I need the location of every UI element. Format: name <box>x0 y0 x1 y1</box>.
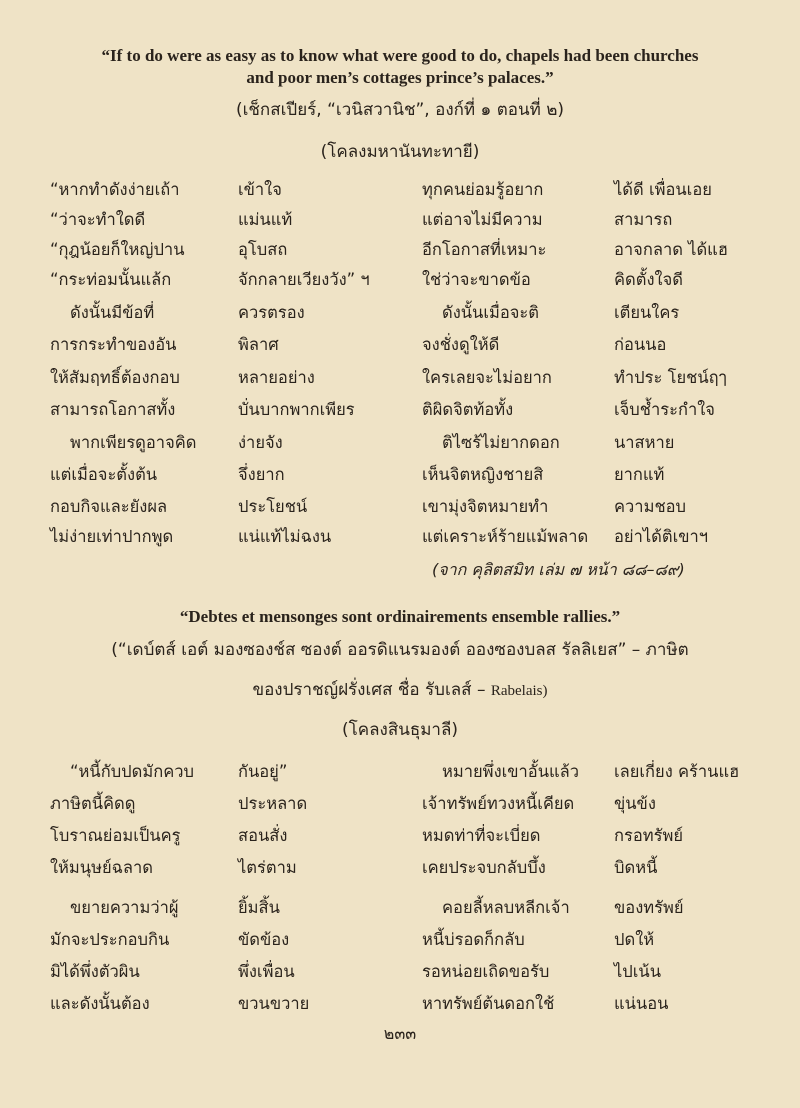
poem-cell: บั่นบากพากเพียร <box>238 400 355 419</box>
poem-cell: เข้าใจ <box>238 180 282 199</box>
poem-cell: ทำประ โยชน์ฤๅ <box>614 368 727 387</box>
poem-row <box>0 925 800 955</box>
poem-1-heading: (โคลงมหานันทะทายี) <box>320 142 480 162</box>
poem-cell: ขวนขวาย <box>238 994 310 1013</box>
poem-row <box>0 460 800 490</box>
poem-cell: มักจะประกอบกิน <box>50 930 170 949</box>
attribution-name: Rabelais) <box>490 683 548 699</box>
english-quote-line-1: “If to do were as easy as to know what were good to do, chapels had been churches <box>101 46 699 65</box>
poem-1-source: (จาก คุลิตสมิท เล่ม ๗ หน้า ๘๘–๘๙) <box>432 560 685 579</box>
poem-cell: ทุกคนย่อมรู้อยาก <box>422 180 544 199</box>
poem-cell: ใครเลยจะไม่อยาก <box>422 368 552 387</box>
poem-2-heading: (โคลงสินธุมาลี) <box>341 720 459 740</box>
poem-cell: ไตร่ตาม <box>238 858 297 877</box>
poem-row <box>0 175 800 205</box>
poem-row <box>0 821 800 851</box>
poem-cell: ขยายความว่าผู้ <box>70 898 179 917</box>
poem-row <box>0 265 800 295</box>
poem-row <box>0 363 800 393</box>
poem-cell: ไปเน้น <box>614 962 661 981</box>
attribution-thai: ของปราชญ์ฝรั่งเศส ชื่อ รับเลส์ – <box>252 680 491 700</box>
poem-cell: ปดให้ <box>614 930 655 949</box>
poem-row <box>0 522 800 552</box>
poem-cell: แม่นแท้ <box>238 210 293 229</box>
poem-cell: เคยประจบกลับบึ้ง <box>422 858 546 877</box>
poem-cell: อีกโอกาสที่เหมาะ <box>422 240 547 259</box>
poem-cell: “หนี้กับปดมักควบ <box>70 762 194 781</box>
poem-cell: ให้สัมฤทธิ์ต้องกอบ <box>50 368 180 387</box>
poem-row <box>0 235 800 265</box>
poem-cell: ยากแท้ <box>614 465 665 484</box>
poem-cell: หนี้บ่รอดก็กลับ <box>422 930 525 949</box>
poem-cell: หลายอย่าง <box>238 368 315 387</box>
poem-row <box>0 330 800 360</box>
poem-cell: กันอยู่” <box>238 762 288 781</box>
poem-cell: จงชั่งดูให้ดี <box>422 335 500 354</box>
poem-cell: การกระทำของอัน <box>50 335 177 354</box>
poem-row <box>0 492 800 522</box>
poem-cell: พิลาศ <box>238 335 279 354</box>
poem-cell: แน่แท้ไม่ฉงน <box>238 527 332 546</box>
poem-cell: สอนสั่ง <box>238 826 288 845</box>
poem-cell: ไม่ง่ายเท่าปากพูด <box>50 527 174 546</box>
poem-cell: จักกลายเวียงวัง” ฯ <box>238 270 370 289</box>
poem-cell: หมดท่าที่จะเบี่ยด <box>422 826 541 845</box>
poem-cell: ติผิดจิตท้อทั้ง <box>422 400 514 419</box>
french-quote-transliteration: (“เดบ์ตส์ เอต์ มองซองช์ส ซองต์ ออรดิแนรมองต์ อองซองบลส รัลลิเยส” – ภาษิต <box>111 640 689 660</box>
french-quote-attribution <box>20 678 780 703</box>
poem-cell: พึ่งเพื่อน <box>238 962 295 981</box>
poem-cell: ของทรัพย์ <box>614 898 684 917</box>
poem-cell: เตียนใคร <box>614 303 680 322</box>
poem-cell: อย่าได้ติเขาฯ <box>614 527 709 546</box>
poem-cell: ให้มนุษย์ฉลาด <box>50 858 153 877</box>
poem-cell: พากเพียรดูอาจคิด <box>70 433 197 452</box>
poem-row <box>0 957 800 987</box>
poem-cell: โบราณย่อมเป็นครู <box>50 826 181 845</box>
poem-cell: “กุฎน้อยก็ใหญ่ปาน <box>50 240 185 259</box>
poem-cell: แต่เคราะห์ร้ายแม้พลาด <box>422 527 589 546</box>
poem-row <box>0 428 800 458</box>
poem-cell: คอยลี้หลบหลีกเจ้า <box>442 898 570 917</box>
page-number: ๒๓๓ <box>383 1024 417 1043</box>
poem-cell: เขามุ่งจิตหมายทำ <box>422 497 549 516</box>
poem-cell: มิได้พึ่งตัวผิน <box>50 962 140 981</box>
poem-cell: ภาษิตนี้คิดดู <box>50 794 136 813</box>
poem-row <box>0 395 800 425</box>
poem-cell: “กระท่อมนั้นแล้ก <box>50 270 172 289</box>
poem-cell: ได้ดี เพื่อนเอย <box>614 180 712 199</box>
poem-row <box>0 893 800 923</box>
poem-cell: ดังนั้นมีข้อที่ <box>70 303 155 322</box>
poem-cell: เจ้าทรัพย์ทวงหนี้เคียด <box>422 794 575 813</box>
poem-cell: กรอทรัพย์ <box>614 826 684 845</box>
poem-row <box>0 853 800 883</box>
poem-cell: จึ่งยาก <box>238 465 285 484</box>
poem-cell: ติไซร้ไม่ยากดอก <box>442 433 560 452</box>
poem-cell: “หากทำดังง่ายเถ้า <box>50 180 180 199</box>
poem-cell: กอบกิจและยังผล <box>50 497 168 516</box>
poem-cell: แต่เมื่อจะตั้งต้น <box>50 465 158 484</box>
poem-row <box>0 989 800 1019</box>
poem-cell: รอหน่อยเถิดขอรับ <box>422 962 550 981</box>
poem-cell: หมายพึ่งเขาอั้นแล้ว <box>442 762 580 781</box>
quote-citation: (เช็กสเปียร์, “เวนิสวานิช”, องก์ที่ ๑ ตอนที่ ๒) <box>235 100 565 120</box>
poem-cell: “ว่าจะทำใดดี <box>50 210 146 229</box>
poem-row <box>0 789 800 819</box>
poem-cell: ความชอบ <box>614 497 687 516</box>
poem-row <box>0 298 800 328</box>
poem-cell: สามารถ <box>614 210 673 229</box>
poem-cell: ประโยชน์ <box>238 497 308 516</box>
poem-cell: ก่อนนอ <box>614 335 667 354</box>
poem-cell: ดังนั้นเมื่อจะติ <box>442 303 540 322</box>
poem-cell: ง่ายจัง <box>238 433 283 452</box>
poem-cell: ขุ่นข้ง <box>614 794 656 813</box>
poem-cell: ประหลาด <box>238 794 308 813</box>
poem-cell: อุโบสถ <box>238 240 288 259</box>
poem-cell: แน่นอน <box>614 994 669 1013</box>
poem-cell: ขัดข้อง <box>238 930 290 949</box>
poem-cell: ยิ้มสิ้น <box>238 898 280 917</box>
poem-row <box>0 757 800 787</box>
poem-row <box>0 205 800 235</box>
poem-cell: อาจกลาด ได้แฮ <box>614 240 728 259</box>
english-quote-line-2: and poor men’s cottages prince’s palaces.” <box>246 68 554 87</box>
poem-cell: นาสหาย <box>614 433 675 452</box>
poem-cell: เจ็บช้ำระกำใจ <box>614 400 715 419</box>
poem-cell: เห็นจิตหญิงชายสิ <box>422 465 544 484</box>
poem-cell: สามารถโอกาสทั้ง <box>50 400 176 419</box>
poem-cell: บิดหนี้ <box>614 858 658 877</box>
poem-cell: เลยเกี่ยง คร้านแฮ <box>614 762 740 781</box>
poem-cell: และดังนั้นต้อง <box>50 994 150 1013</box>
poem-cell: แต่อาจไม่มีความ <box>422 210 543 229</box>
poem-cell: คิดตั้งใจดี <box>614 270 683 289</box>
poem-cell: หาทรัพย์ต้นดอกใช้ <box>422 994 555 1013</box>
poem-cell: ควรตรอง <box>238 303 305 322</box>
poem-cell: ใช่ว่าจะขาดข้อ <box>422 270 531 289</box>
french-quote: “Debtes et mensonges sont ordinairements ensemble rallies.” <box>179 607 621 626</box>
